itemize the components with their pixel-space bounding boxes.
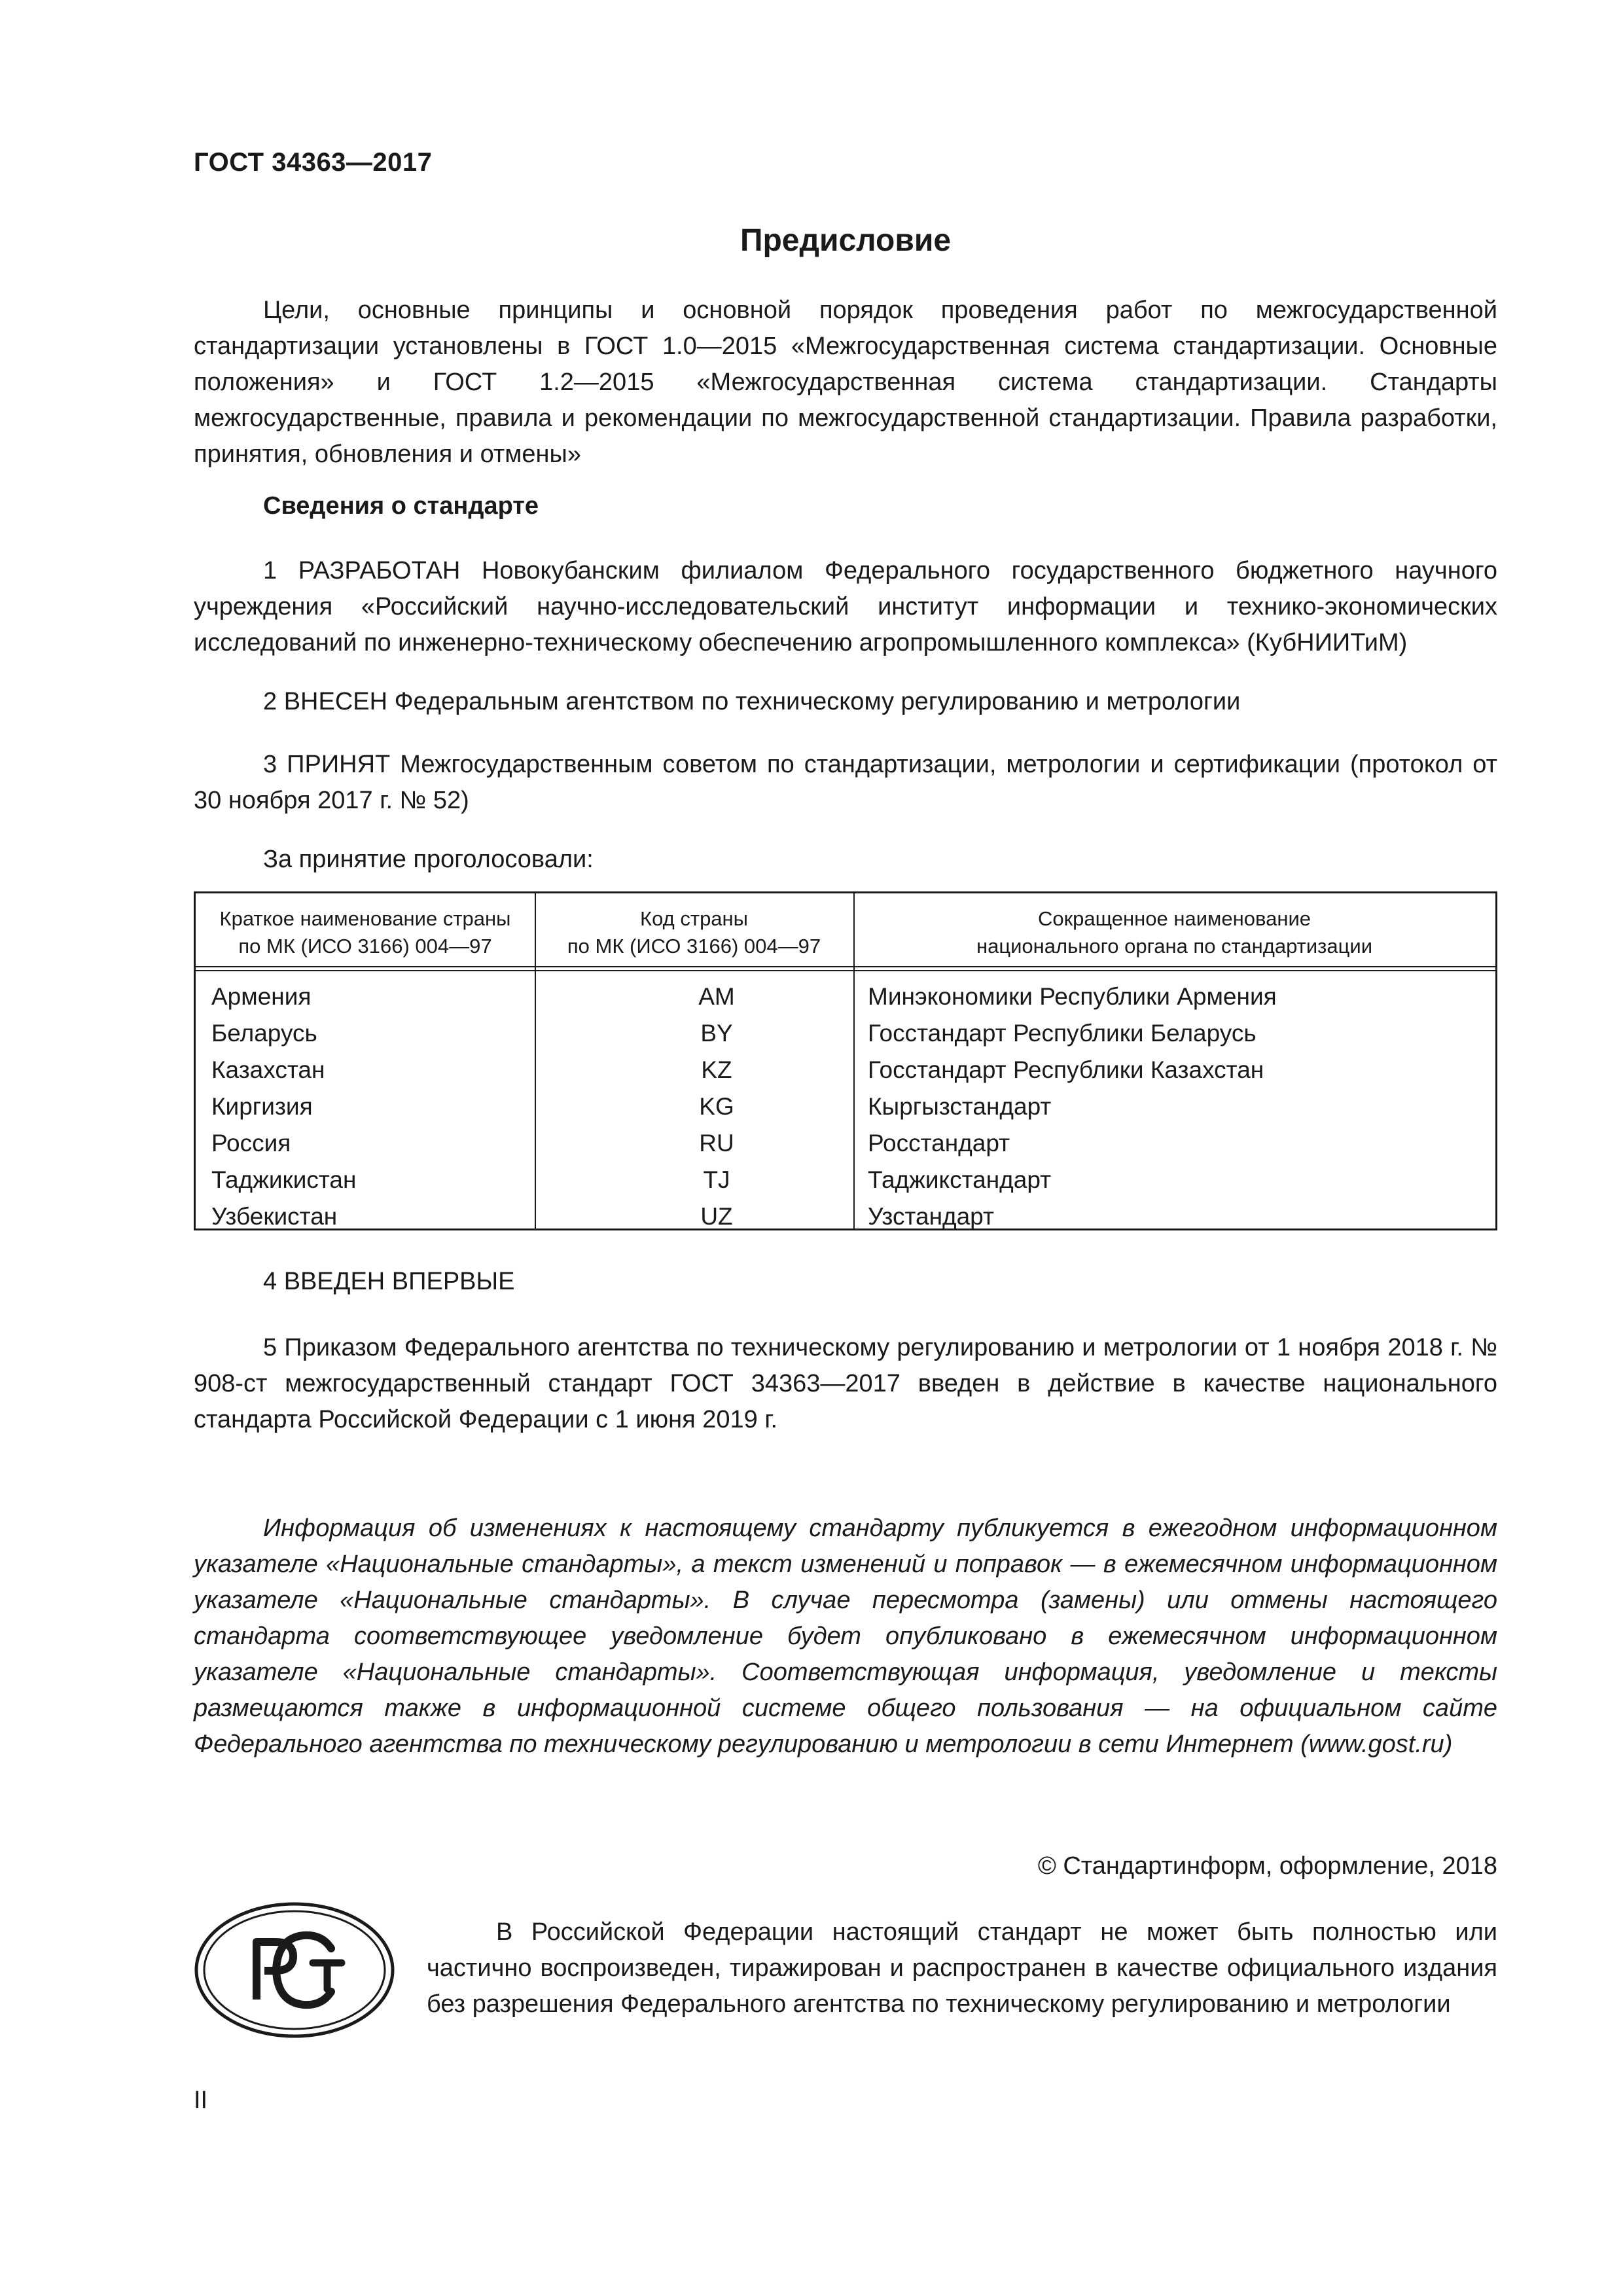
table-header-code: Код страны по МК (ИСО 3166) 004—97 [567,907,821,958]
voting-table [194,891,1497,1230]
rst-certification-mark-icon [194,1901,395,2039]
table-cell-body: Кыргызстандарт [868,1093,1052,1120]
page-title: Предисловие [740,223,952,258]
voted-label: За принятие проголосовали: [263,846,594,873]
table-cell-code: TJ [703,1166,730,1193]
table-cell-body: Минэкономики Республики Армения [868,983,1277,1010]
table-header-divider [196,966,1495,967]
table-row [196,1015,1495,1052]
table-cell-body: Госстандарт Республики Беларусь [868,1020,1257,1047]
table-cell-country: Таджикистан [211,1166,357,1193]
table-cell-code: AM [698,983,735,1010]
table-cell-country: Россия [211,1130,291,1157]
item-introduced: 2 ВНЕСЕН Федеральным агентством по техническому регулированию и метрологии [263,688,1241,715]
table-cell-body: Узстандарт [868,1203,994,1230]
table-row [196,1198,1495,1235]
intro-paragraph: Цели, основные принципы и основной порядок проведения работ по межгосударственной стандартизации установлены в ГОСТ 1.0—2015 «Межгосударственная система стандартизации. Основные положения» и ГОСТ 1.2—2015 «Межгосударственная система стандартизации. Стандарты межгосударственные, правила и рекомендации по межгосударственной стандартизации. Правила разработки, принятия, обновления и отмены» [194,296,1497,468]
document-code: ГОСТ 34363—2017 [194,148,433,177]
reproduction-notice: В Российской Федерации настоящий стандарт не может быть полностью или частично воспроизведен, тиражирован и распространен в качестве официального издания без разрешения Федерального агентства по техническому регулированию и метрологии [427,1918,1497,2018]
item-first-time: 4 ВВЕДЕН ВПЕРВЫЕ [263,1268,515,1295]
table-row [196,1125,1495,1162]
copyright-line: © Стандартинформ, оформление, 2018 [1037,1852,1497,1880]
table-cell-body: Госстандарт Республики Казахстан [868,1056,1264,1083]
table-cell-country: Узбекистан [211,1203,338,1230]
table-cell-body: Росстандарт [868,1130,1010,1157]
table-cell-country: Армения [211,983,312,1010]
document-page [194,0,1497,2296]
item-developed: 1 РАЗРАБОТАН Новокубанским филиалом Федерального государственного бюджетного научного учреждения «Российский научно-исследовательский институт информации и технико-экономических исследований по инженерно-техническому обеспечению агропромышленного комплекса» (КубНИИТиМ) [194,557,1497,656]
table-cell-code: KG [699,1093,734,1120]
item-adopted: 3 ПРИНЯТ Межгосударственным советом по стандартизации, метрологии и сертификации (протокол от 30 ноября 2017 г. № 52) [194,751,1497,814]
table-row [196,1162,1495,1198]
change-info-notice: Информация об изменениях к настоящему стандарту публикуется в ежегодном информационном указателе «Национальные стандарты», а текст изменений и поправок — в ежемесячном информационном указателе «Национальные стандарты». В случае пересмотра (замены) или отмены настоящего стандарта соответствующее уведомление будет опубликовано в ежемесячном информационном указателе «Национальные стандарты». Соответствующая информация, уведомление и тексты размещаются также в информационной системе общего пользования — на официальном сайте Федерального агентства по техническому регулированию и метрологии в сети Интернет (www.gost.ru) [194,1515,1497,1758]
table-row [196,1052,1495,1088]
item-order: 5 Приказом Федерального агентства по техническому регулированию и метрологии от 1 ноября 2018 г. № 908-ст межгосударственный стандарт ГОСТ 34363—2017 введен в действие в качестве национального стандарта Российской Федерации с 1 июня 2019 г. [194,1334,1497,1433]
table-header-body: Сокращенное наименование национального органа по стандартизации [976,907,1373,958]
table-cell-code: UZ [700,1203,733,1230]
table-header-country: Краткое наименование страны по МК (ИСО 3166) 004—97 [219,907,511,958]
table-header-divider [196,970,1495,971]
table-cell-country: Беларусь [211,1020,317,1047]
table-cell-country: Казахстан [211,1056,325,1083]
table-row [196,1088,1495,1125]
table-cell-country: Киргизия [211,1093,313,1120]
table-cell-body: Таджикстандарт [868,1166,1052,1193]
page-number: II [194,2087,208,2114]
table-cell-code: RU [699,1130,734,1157]
table-cell-code: BY [700,1020,733,1047]
table-cell-code: KZ [701,1056,732,1083]
table-row [196,978,1495,1015]
section-heading: Сведения о стандарте [263,492,539,520]
